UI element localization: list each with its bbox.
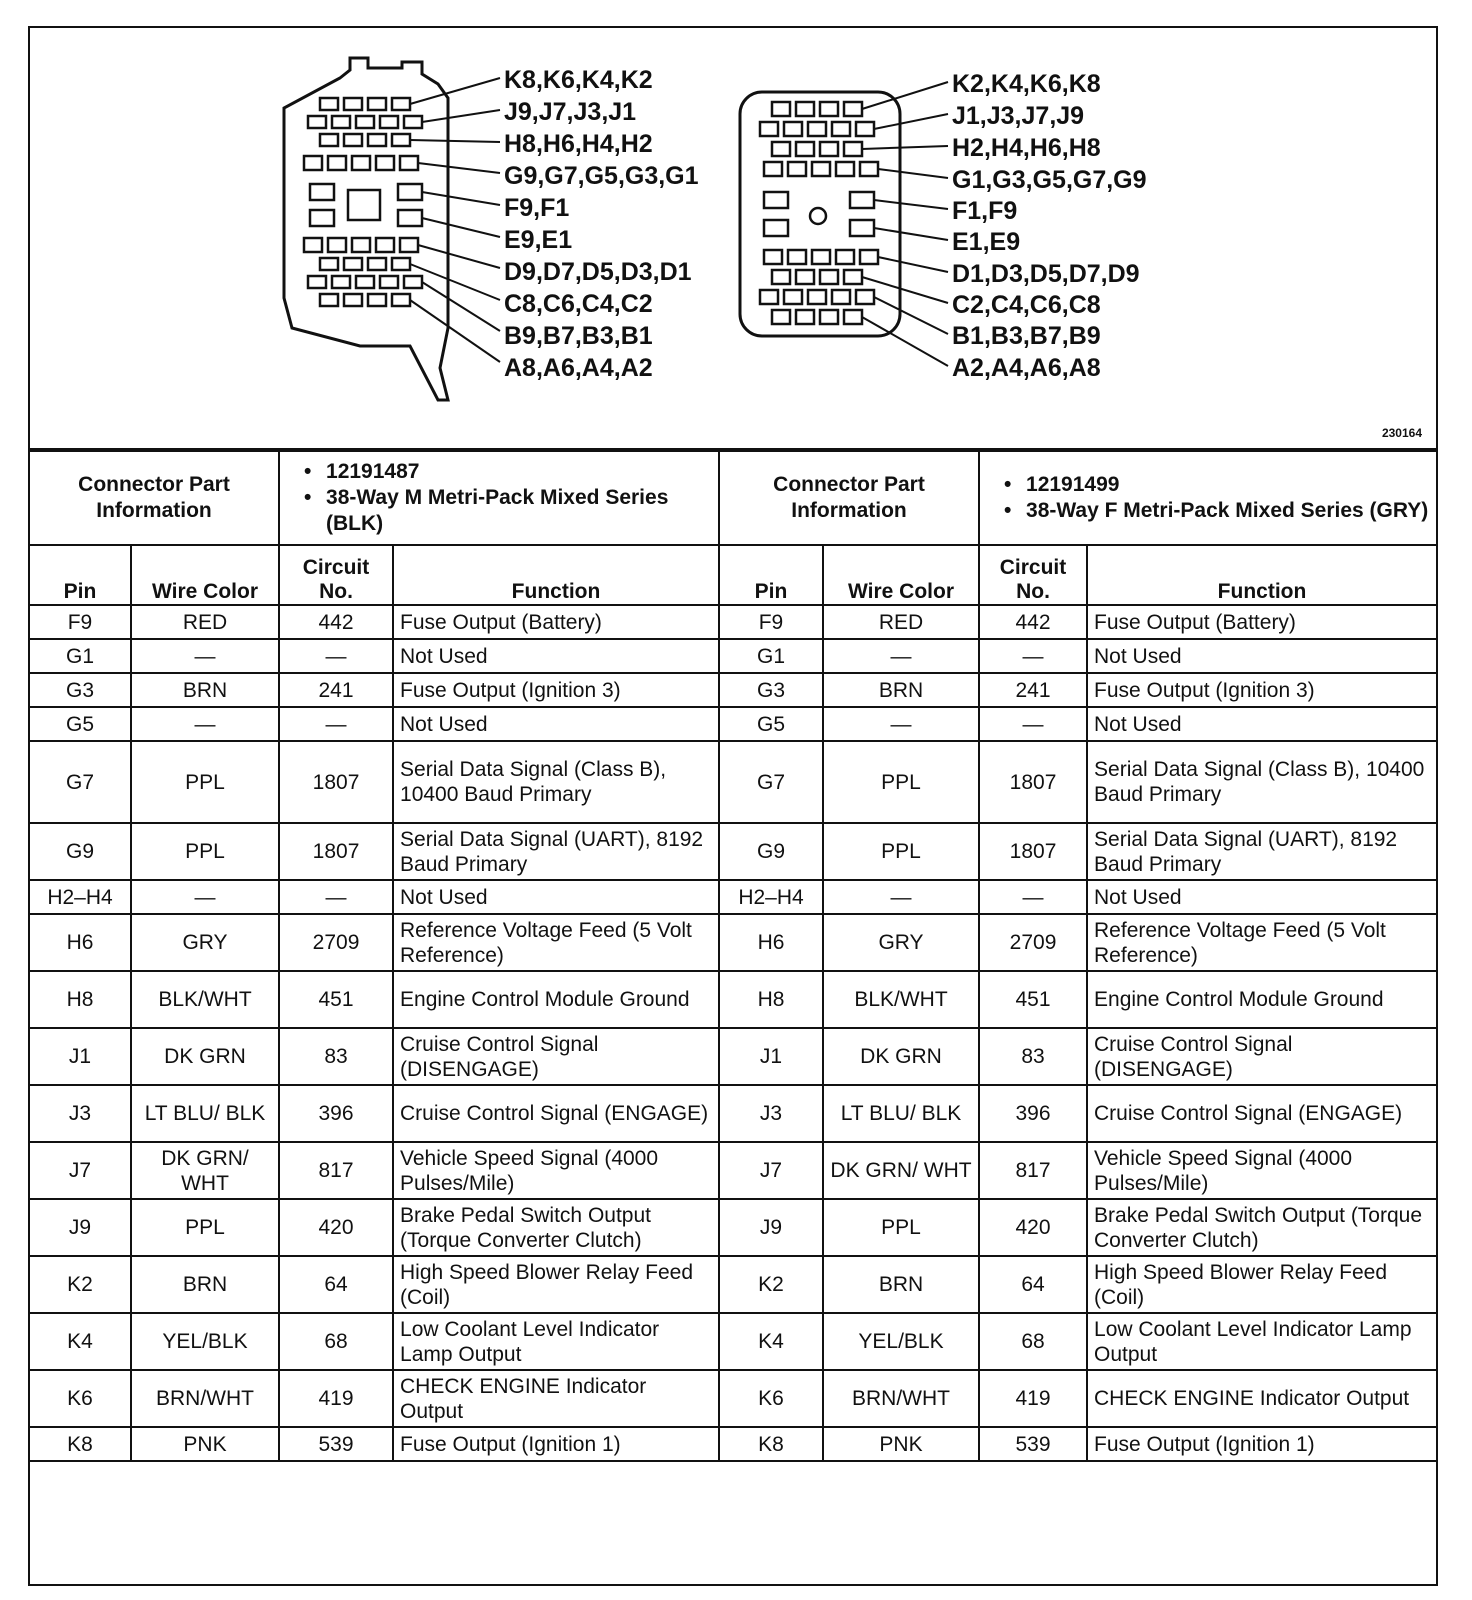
right-part-desc: • 38-Way F Metri-Pack Mixed Series (GRY) — [1004, 498, 1430, 524]
table-row — [29, 1028, 719, 1085]
function-cell: Not Used — [393, 707, 719, 741]
male-row-d-label: D9,D7,D5,D3,D1 — [504, 258, 692, 286]
pin-cell: J7 — [719, 1142, 823, 1199]
left-table-body — [29, 605, 719, 1461]
female-row-f-label: F1,F9 — [952, 197, 1018, 225]
male-pin-labels — [504, 66, 699, 382]
female-pin-labels — [952, 70, 1147, 382]
pin-cell: G1 — [29, 639, 131, 673]
wire-color-cell: PPL — [131, 1199, 279, 1256]
table-row — [29, 971, 719, 1028]
function-cell: Serial Data Signal (Class B), 10400 Baud Primary — [1087, 741, 1437, 823]
female-row-e-label: E1,E9 — [952, 228, 1021, 256]
table-row — [719, 971, 1437, 1028]
pin-cell: K8 — [719, 1427, 823, 1461]
table-row — [719, 741, 1437, 823]
pin-cell: K2 — [29, 1256, 131, 1313]
figure-id: 230164 — [1381, 426, 1422, 440]
male-row-f-label: F9,F1 — [504, 194, 570, 222]
wire-color-cell: BRN — [131, 673, 279, 707]
function-cell: Cruise Control Signal (DISENGAGE) — [1087, 1028, 1437, 1085]
function-cell: CHECK ENGINE Indicator Output — [393, 1370, 719, 1427]
wire-color-cell: DK GRN — [823, 1028, 979, 1085]
wire-color-cell: BRN — [131, 1256, 279, 1313]
pin-cell: J3 — [719, 1085, 823, 1142]
wire-color-cell: PNK — [823, 1427, 979, 1461]
table-row — [29, 1085, 719, 1142]
function-cell: Cruise Control Signal (ENGAGE) — [393, 1085, 719, 1142]
function-cell: Reference Voltage Feed (5 Volt Reference) — [393, 914, 719, 971]
table-row — [719, 1427, 1437, 1461]
wire-color-cell: PPL — [823, 823, 979, 880]
left-col-function: Function — [393, 545, 719, 605]
table-row — [29, 707, 719, 741]
circuit-cell: 420 — [279, 1199, 393, 1256]
female-row-k-label: K2,K4,K6,K8 — [952, 70, 1101, 98]
circuit-cell: 64 — [979, 1256, 1087, 1313]
circuit-cell: — — [979, 639, 1087, 673]
wire-color-cell: — — [823, 707, 979, 741]
circuit-cell: 451 — [979, 971, 1087, 1028]
female-row-g-label: G1,G3,G5,G7,G9 — [952, 166, 1147, 194]
circuit-cell: — — [279, 639, 393, 673]
circuit-cell: 817 — [979, 1142, 1087, 1199]
function-cell: High Speed Blower Relay Feed (Coil) — [393, 1256, 719, 1313]
function-cell: Not Used — [393, 639, 719, 673]
pin-cell: H6 — [29, 914, 131, 971]
circuit-cell: 419 — [279, 1370, 393, 1427]
circuit-cell: — — [279, 880, 393, 914]
function-cell: Serial Data Signal (UART), 8192 Baud Primary — [1087, 823, 1437, 880]
pin-cell: K8 — [29, 1427, 131, 1461]
pin-cell: K4 — [29, 1313, 131, 1370]
male-row-b-label: B9,B7,B3,B1 — [504, 322, 653, 350]
wire-color-cell: PPL — [131, 823, 279, 880]
pin-cell: G5 — [29, 707, 131, 741]
wire-color-cell: — — [131, 880, 279, 914]
pin-cell: H8 — [29, 971, 131, 1028]
circuit-cell: 241 — [979, 673, 1087, 707]
circuit-cell: 396 — [279, 1085, 393, 1142]
male-row-a-label: A8,A6,A4,A2 — [504, 354, 653, 382]
left-col-pin: Pin — [29, 545, 131, 605]
wire-color-cell: LT BLU/ BLK — [823, 1085, 979, 1142]
table-row — [719, 1370, 1437, 1427]
pin-cell: F9 — [29, 605, 131, 639]
function-cell: Not Used — [1087, 707, 1437, 741]
circuit-cell: 68 — [279, 1313, 393, 1370]
function-cell: Engine Control Module Ground — [1087, 971, 1437, 1028]
function-cell: Brake Pedal Switch Output (Torque Converter Clutch) — [393, 1199, 719, 1256]
right-connector-info-label: Connector Part Information — [719, 451, 979, 545]
table-row — [719, 707, 1437, 741]
left-col-wire-color: Wire Color — [131, 545, 279, 605]
pin-cell: G9 — [719, 823, 823, 880]
female-row-h-label: H2,H4,H6,H8 — [952, 134, 1101, 162]
pin-cell: G5 — [719, 707, 823, 741]
wire-color-cell: DK GRN — [131, 1028, 279, 1085]
function-cell: Serial Data Signal (UART), 8192 Baud Primary — [393, 823, 719, 880]
connector-figure — [28, 26, 1438, 1586]
table-row — [29, 605, 719, 639]
circuit-cell: 1807 — [979, 741, 1087, 823]
function-cell: Fuse Output (Battery) — [393, 605, 719, 639]
female-row-j-label: J1,J3,J7,J9 — [952, 102, 1085, 130]
function-cell: Cruise Control Signal (ENGAGE) — [1087, 1085, 1437, 1142]
table-row — [719, 1085, 1437, 1142]
wire-color-cell: DK GRN/ WHT — [131, 1142, 279, 1199]
male-row-j-label: J9,J7,J3,J1 — [504, 98, 637, 126]
pin-cell: K2 — [719, 1256, 823, 1313]
function-cell: Not Used — [1087, 639, 1437, 673]
pin-cell: H2–H4 — [719, 880, 823, 914]
function-cell: Brake Pedal Switch Output (Torque Converter Clutch) — [1087, 1199, 1437, 1256]
function-cell: Fuse Output (Ignition 1) — [393, 1427, 719, 1461]
male-connector-pins — [304, 98, 422, 306]
circuit-cell: 539 — [979, 1427, 1087, 1461]
circuit-cell: 64 — [279, 1256, 393, 1313]
pin-cell: K4 — [719, 1313, 823, 1370]
female-pinout-table — [718, 450, 1438, 1462]
table-row — [29, 823, 719, 880]
female-row-d-label: D1,D3,D5,D7,D9 — [952, 260, 1140, 288]
table-row — [719, 1028, 1437, 1085]
pin-cell: G1 — [719, 639, 823, 673]
pin-cell: K6 — [719, 1370, 823, 1427]
circuit-cell: 83 — [979, 1028, 1087, 1085]
wire-color-cell: BRN — [823, 673, 979, 707]
connector-diagram — [30, 28, 1436, 448]
function-cell: Vehicle Speed Signal (4000 Pulses/Mile) — [1087, 1142, 1437, 1199]
pin-cell: J9 — [719, 1199, 823, 1256]
left-connector-info-label: Connector Part Information — [29, 451, 279, 545]
left-part-desc: • 38-Way M Metri-Pack Mixed Series (BLK) — [304, 485, 712, 537]
function-cell: Vehicle Speed Signal (4000 Pulses/Mile) — [393, 1142, 719, 1199]
left-part-number: • 12191487 — [304, 459, 712, 485]
wire-color-cell: BLK/WHT — [131, 971, 279, 1028]
function-cell: Reference Voltage Feed (5 Volt Reference) — [1087, 914, 1437, 971]
table-row — [29, 1427, 719, 1461]
wire-color-cell: BRN/WHT — [131, 1370, 279, 1427]
circuit-cell: 2709 — [979, 914, 1087, 971]
table-row — [719, 1256, 1437, 1313]
circuit-cell: 1807 — [279, 741, 393, 823]
table-row — [29, 639, 719, 673]
right-col-circuit: Circuit No. — [979, 545, 1087, 605]
wire-color-cell: YEL/BLK — [131, 1313, 279, 1370]
female-connector-pins — [760, 102, 878, 324]
function-cell: Engine Control Module Ground — [393, 971, 719, 1028]
pin-cell: J3 — [29, 1085, 131, 1142]
pin-cell: H6 — [719, 914, 823, 971]
wire-color-cell: LT BLU/ BLK — [131, 1085, 279, 1142]
left-connector-part — [279, 451, 719, 545]
circuit-cell: 241 — [279, 673, 393, 707]
right-connector-part — [979, 451, 1437, 545]
table-row — [719, 639, 1437, 673]
circuit-cell: — — [979, 880, 1087, 914]
right-col-function: Function — [1087, 545, 1437, 605]
circuit-cell: 1807 — [279, 823, 393, 880]
circuit-cell: — — [279, 707, 393, 741]
table-row — [29, 880, 719, 914]
circuit-cell: 442 — [279, 605, 393, 639]
wire-color-cell: RED — [131, 605, 279, 639]
table-row — [719, 880, 1437, 914]
male-row-g-label: G9,G7,G5,G3,G1 — [504, 162, 699, 190]
pin-cell: J1 — [29, 1028, 131, 1085]
wire-color-cell: YEL/BLK — [823, 1313, 979, 1370]
circuit-cell: 817 — [279, 1142, 393, 1199]
function-cell: Fuse Output (Battery) — [1087, 605, 1437, 639]
function-cell: Not Used — [393, 880, 719, 914]
circuit-cell: 420 — [979, 1199, 1087, 1256]
function-cell: Not Used — [1087, 880, 1437, 914]
table-row — [719, 823, 1437, 880]
function-cell: Fuse Output (Ignition 3) — [393, 673, 719, 707]
circuit-cell: 2709 — [279, 914, 393, 971]
table-row — [719, 605, 1437, 639]
male-connector-face — [284, 58, 448, 400]
circuit-cell: 539 — [279, 1427, 393, 1461]
pin-cell: G9 — [29, 823, 131, 880]
right-col-wire-color: Wire Color — [823, 545, 979, 605]
right-part-number: • 12191499 — [1004, 472, 1430, 498]
circuit-cell: 68 — [979, 1313, 1087, 1370]
table-row — [719, 1313, 1437, 1370]
table-row — [29, 741, 719, 823]
male-row-h-label: H8,H6,H4,H2 — [504, 130, 653, 158]
female-row-b-label: B1,B3,B7,B9 — [952, 322, 1101, 350]
wire-color-cell: GRY — [823, 914, 979, 971]
table-row — [719, 914, 1437, 971]
table-row — [29, 914, 719, 971]
function-cell: Fuse Output (Ignition 3) — [1087, 673, 1437, 707]
table-row — [719, 1199, 1437, 1256]
male-row-k-label: K8,K6,K4,K2 — [504, 66, 653, 94]
table-row — [29, 1370, 719, 1427]
pinout-tables — [30, 448, 1436, 1586]
circuit-cell: — — [979, 707, 1087, 741]
table-row — [29, 1256, 719, 1313]
table-row — [29, 673, 719, 707]
wire-color-cell: — — [823, 639, 979, 673]
function-cell: Cruise Control Signal (DISENGAGE) — [393, 1028, 719, 1085]
right-col-pin: Pin — [719, 545, 823, 605]
wire-color-cell: GRY — [131, 914, 279, 971]
function-cell: Serial Data Signal (Class B), 10400 Baud Primary — [393, 741, 719, 823]
function-cell: Low Coolant Level Indicator Lamp Output — [393, 1313, 719, 1370]
pin-cell: H2–H4 — [29, 880, 131, 914]
male-leader-lines — [410, 78, 500, 362]
pin-cell: H8 — [719, 971, 823, 1028]
table-row — [719, 673, 1437, 707]
circuit-cell: 1807 — [979, 823, 1087, 880]
wire-color-cell: BRN — [823, 1256, 979, 1313]
male-pinout-table — [28, 450, 720, 1462]
pin-cell: G3 — [719, 673, 823, 707]
wire-color-cell: — — [131, 639, 279, 673]
circuit-cell: 442 — [979, 605, 1087, 639]
wire-color-cell: — — [823, 880, 979, 914]
pin-cell: G7 — [29, 741, 131, 823]
table-row — [29, 1313, 719, 1370]
function-cell: Low Coolant Level Indicator Lamp Output — [1087, 1313, 1437, 1370]
wire-color-cell: PNK — [131, 1427, 279, 1461]
male-row-c-label: C8,C6,C4,C2 — [504, 290, 653, 318]
pin-cell: G3 — [29, 673, 131, 707]
female-row-a-label: A2,A4,A6,A8 — [952, 354, 1101, 382]
circuit-cell: 419 — [979, 1370, 1087, 1427]
wire-color-cell: PPL — [823, 1199, 979, 1256]
circuit-cell: 451 — [279, 971, 393, 1028]
pin-cell: J1 — [719, 1028, 823, 1085]
wire-color-cell: RED — [823, 605, 979, 639]
pin-cell: G7 — [719, 741, 823, 823]
male-row-e-label: E9,E1 — [504, 226, 573, 254]
function-cell: Fuse Output (Ignition 1) — [1087, 1427, 1437, 1461]
table-row — [29, 1199, 719, 1256]
pin-cell: J7 — [29, 1142, 131, 1199]
table-row — [29, 1142, 719, 1199]
right-table-body — [719, 605, 1437, 1461]
function-cell: High Speed Blower Relay Feed (Coil) — [1087, 1256, 1437, 1313]
pin-cell: J9 — [29, 1199, 131, 1256]
wire-color-cell: DK GRN/ WHT — [823, 1142, 979, 1199]
pin-cell: F9 — [719, 605, 823, 639]
wire-color-cell: BLK/WHT — [823, 971, 979, 1028]
function-cell: CHECK ENGINE Indicator Output — [1087, 1370, 1437, 1427]
left-col-circuit: Circuit No. — [279, 545, 393, 605]
wire-color-cell: PPL — [131, 741, 279, 823]
wire-color-cell: BRN/WHT — [823, 1370, 979, 1427]
table-row — [719, 1142, 1437, 1199]
female-row-c-label: C2,C4,C6,C8 — [952, 291, 1101, 319]
wire-color-cell: — — [131, 707, 279, 741]
circuit-cell: 396 — [979, 1085, 1087, 1142]
circuit-cell: 83 — [279, 1028, 393, 1085]
pin-cell: K6 — [29, 1370, 131, 1427]
wire-color-cell: PPL — [823, 741, 979, 823]
